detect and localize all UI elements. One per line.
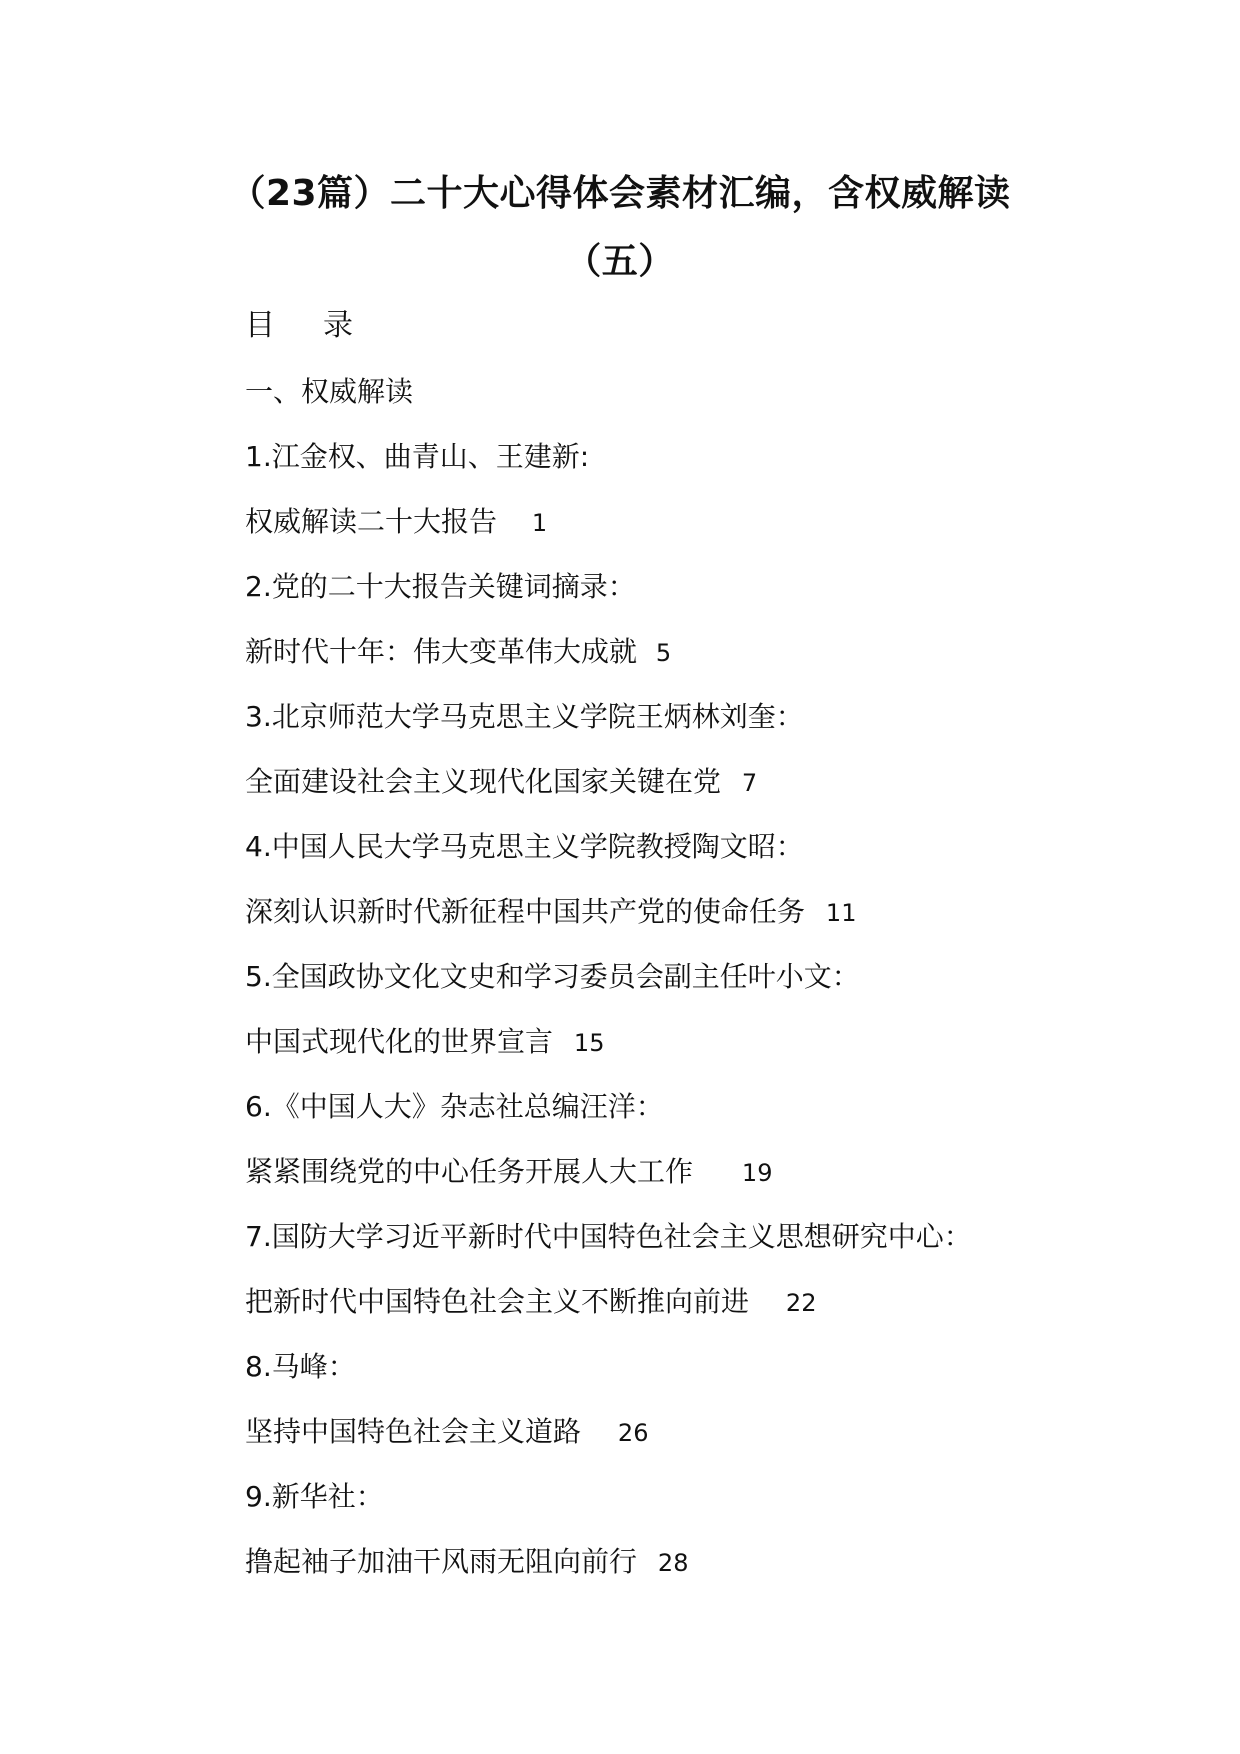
toc-entry-title: 中国式现代化的世界宣言 [245, 1025, 554, 1058]
toc-entry-author: 2.党的二十大报告关键词摘录： [245, 570, 636, 603]
toc-page-number: 7 [741, 769, 758, 797]
toc-entry-title: 权威解读二十大报告 [245, 505, 498, 538]
toc-page-number: 1 [531, 509, 548, 537]
toc-entry-author: 1.江金权、曲青山、王建新: [245, 440, 590, 473]
toc-heading [245, 306, 353, 346]
toc-page-number: 11 [825, 899, 857, 927]
toc-label-left: 目 [245, 308, 275, 343]
toc-entry-author: 8.马峰： [245, 1350, 356, 1383]
toc-list [245, 372, 972, 1607]
toc-entry-title: 把新时代中国特色社会主义不断推向前进 [245, 1285, 750, 1318]
toc-label-right: 录 [323, 308, 353, 343]
section-heading: 一、权威解读 [245, 375, 414, 408]
document-title: （23篇）二十大心得体会素材汇编，含权威解读 [229, 173, 1011, 214]
toc-entry-title: 深刻认识新时代新征程中国共产党的使命任务 [245, 895, 806, 928]
toc-entry [245, 632, 972, 697]
toc-page-number: 22 [785, 1289, 817, 1317]
toc-entry-author: 9.新华社： [245, 1480, 384, 1513]
toc-entry-title: 紧紧围绕党的中心任务开展人大工作 [245, 1155, 694, 1188]
toc-page-number: 26 [617, 1419, 649, 1447]
toc-page-number: 28 [657, 1549, 689, 1577]
toc-entry [245, 1542, 972, 1607]
toc-page-number: 5 [655, 639, 672, 667]
toc-entry-author: 4.中国人民大学马克思主义学院教授陶文昭： [245, 830, 804, 863]
toc-entry [245, 892, 972, 957]
toc-entry-author: 6.《中国人大》杂志社总编汪洋： [245, 1090, 664, 1123]
toc-page-number: 15 [573, 1029, 605, 1057]
toc-entry [245, 762, 972, 827]
toc-entry-title: 坚持中国特色社会主义道路 [245, 1415, 582, 1448]
toc-entry-author: 5.全国政协文化文史和学习委员会副主任叶小文： [245, 960, 860, 993]
toc-entry-author: 3.北京师范大学马克思主义学院王炳林刘奎： [245, 700, 804, 733]
toc-entry-title: 新时代十年：伟大变革伟大成就 [245, 635, 638, 668]
toc-page-number: 19 [741, 1159, 773, 1187]
document-title-part: （五） [565, 241, 675, 282]
toc-entry [245, 1282, 972, 1347]
toc-entry [245, 1022, 972, 1087]
toc-entry [245, 1152, 972, 1217]
toc-entry [245, 1412, 972, 1477]
toc-entry-author: 7.国防大学习近平新时代中国特色社会主义思想研究中心： [245, 1220, 972, 1253]
toc-entry-title: 撸起袖子加油干风雨无阻向前行 [245, 1545, 638, 1578]
toc-entry-title: 全面建设社会主义现代化国家关键在党 [245, 765, 722, 798]
toc-entry [245, 502, 972, 567]
